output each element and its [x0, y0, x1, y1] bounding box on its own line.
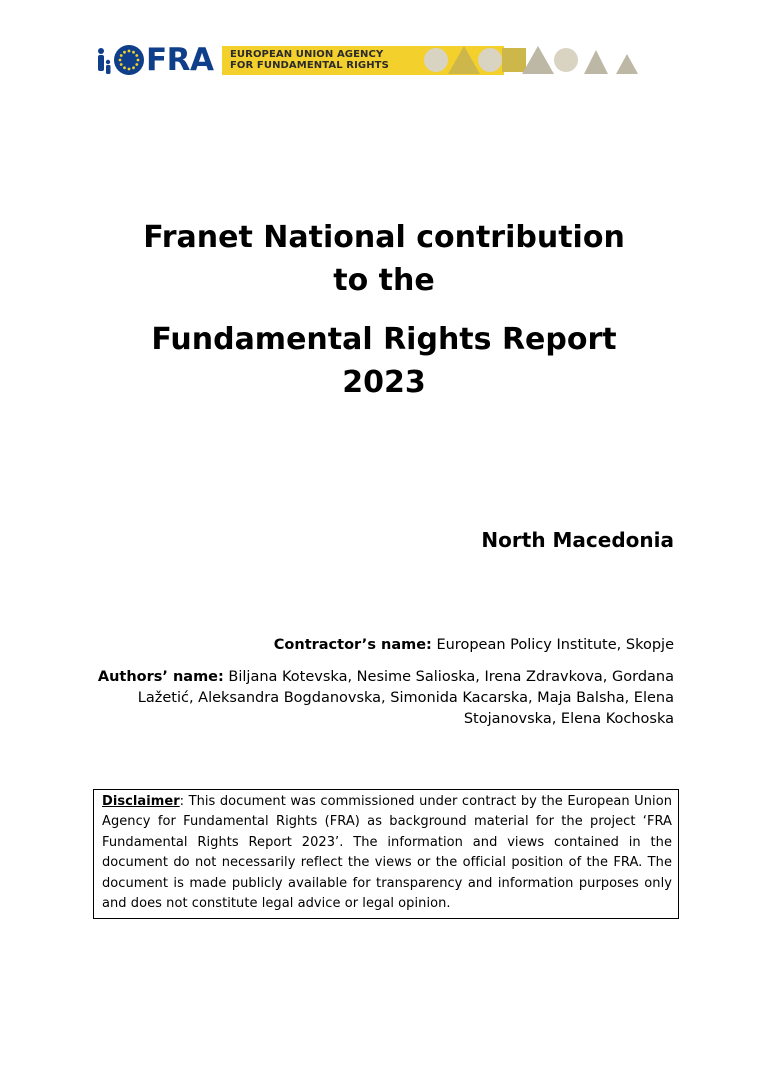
fra-logo — [94, 42, 654, 78]
contractor-label: Contractor’s name: — [273, 637, 432, 653]
country-name: North Macedonia — [481, 528, 674, 552]
fra-emblem-icon — [94, 42, 146, 78]
authors-label: Authors’ name: — [97, 669, 224, 685]
title-line-2: to the — [333, 263, 435, 298]
title-line-3: Fundamental Rights Report — [151, 322, 617, 357]
title-line-1: Franet National contribution — [143, 220, 625, 255]
contractor-line — [74, 635, 674, 656]
authors-value: Biljana Kotevska, Nesime Salioska, Irena Zdravkova, Gordana Lažetić, Aleksandra Bogdanovska, Simonida Kacarska, Maja Balsha, Elena Stojanovska, Elena Kochoska — [137, 669, 674, 727]
title-line-4: 2023 — [342, 365, 426, 400]
disclaimer-text: : This document was commissioned under contract by the European Union Agency for Fundamental Rights (FRA) as background material for the project ‘FRA Fundamental Rights Report 2023’. The information and views contained in the document do not necessarily reflect the views or the official position of the FRA. The document is made publicly available for transparency and information purposes only and does not constitute legal advice or legal opinion. — [102, 794, 672, 912]
authors-line — [94, 667, 674, 730]
agency-name-line-1: EUROPEAN UNION AGENCY — [230, 49, 384, 60]
decorative-shapes-icon — [424, 42, 644, 78]
fra-acronym: FRA — [146, 42, 214, 78]
agency-name-line-2: FOR FUNDAMENTAL RIGHTS — [230, 60, 389, 71]
document-title — [0, 216, 768, 404]
contractor-value: European Policy Institute, Skopje — [436, 637, 674, 653]
disclaimer-label: Disclaimer — [102, 794, 180, 809]
disclaimer-box — [93, 789, 679, 919]
